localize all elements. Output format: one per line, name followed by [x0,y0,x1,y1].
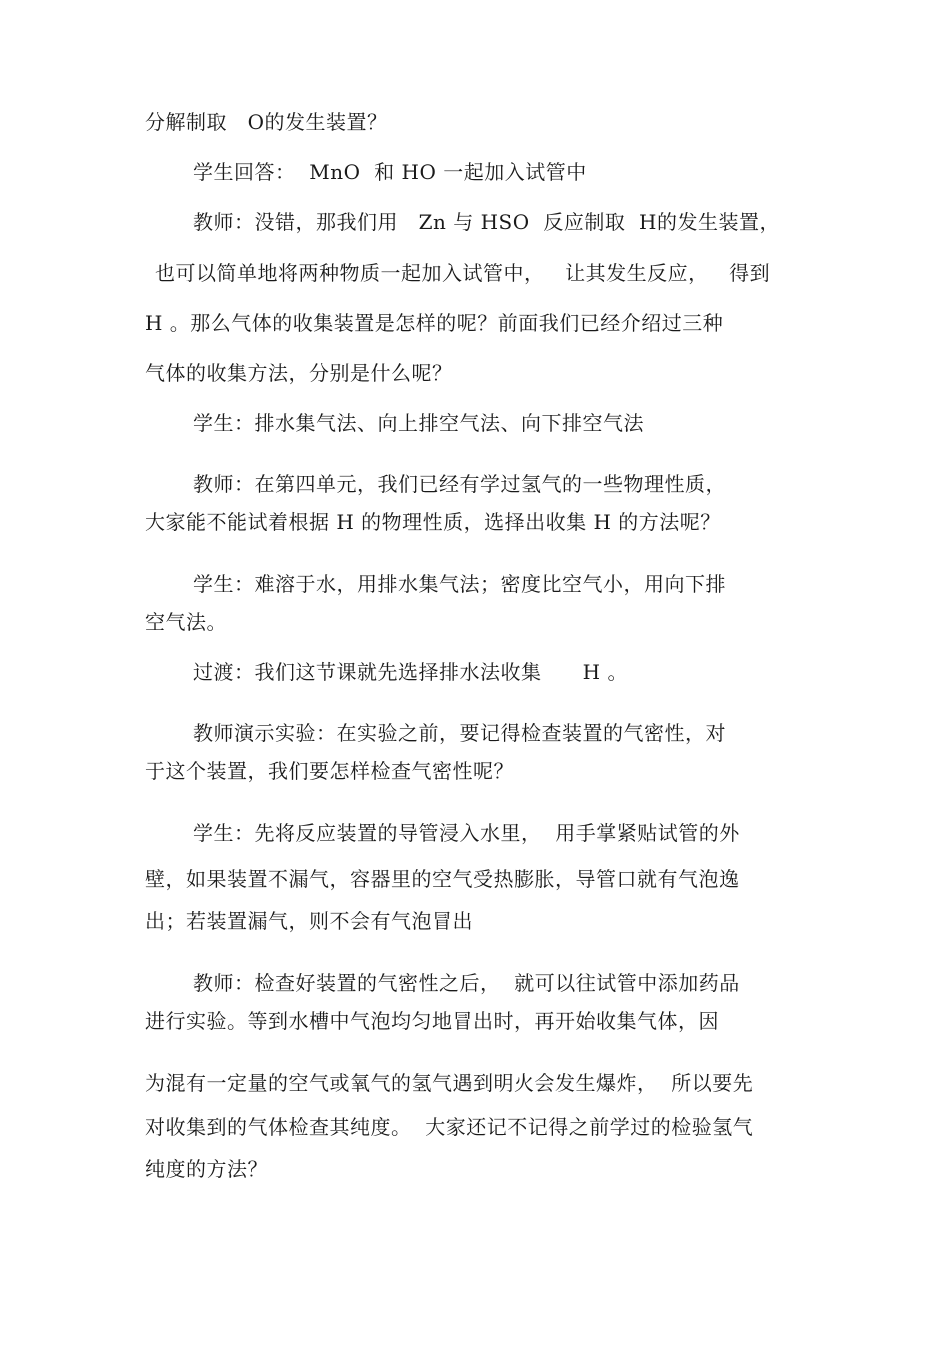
text-line: 教师：检查好装置的气密性之后， 就可以往试管中添加药品 [193,971,740,995]
text-line: 出；若装置漏气，则不会有气泡冒出 [145,909,473,933]
text-line: 学生：排水集气法、向上排空气法、向下排空气法 [193,411,644,435]
text-line: 于这个装置，我们要怎样检查气密性呢？ [145,759,514,783]
text-line: H 。那么气体的收集装置是怎样的呢？前面我们已经介绍过三种 [145,311,724,335]
text-line: 也可以简单地将两种物质一起加入试管中， 让其发生反应， 得到 [155,261,771,285]
text-line: 学生：难溶于水，用排水集气法；密度比空气小，用向下排 [193,572,726,596]
text-line: 大家能不能试着根据 H 的物理性质，选择出收集 H 的方法呢？ [145,510,721,534]
text-line: 对收集到的气体检查其纯度。 大家还记不记得之前学过的检验氢气 [145,1115,754,1139]
text-line: 教师：没错，那我们用 Zn 与 HSO 反应制取 H的发生装置， [193,210,780,234]
text-line: 纯度的方法？ [145,1157,268,1181]
text-line: 教师：在第四单元，我们已经有学过氢气的一些物理性质， [193,472,726,496]
text-line: 气体的收集方法，分别是什么呢？ [145,361,453,385]
text-line: 过渡：我们这节课就先选择排水法收集 H 。 [193,660,628,684]
text-line: 进行实验。等到水槽中气泡均匀地冒出时，再开始收集气体，因 [145,1009,719,1033]
text-line: 为混有一定量的空气或氧气的氢气遇到明火会发生爆炸， 所以要先 [145,1071,754,1095]
text-line: 学生回答： MnO 和 HO 一起加入试管中 [193,160,587,184]
text-line: 教师演示实验：在实验之前，要记得检查装置的气密性，对 [193,721,726,745]
text-line: 学生：先将反应装置的导管浸入水里， 用手掌紧贴试管的外 [193,821,740,845]
text-line: 壁，如果装置不漏气，容器里的空气受热膨胀，导管口就有气泡逸 [145,867,740,891]
text-line: 分解制取 O的发生装置？ [145,110,388,134]
text-line: 空气法。 [145,610,227,634]
